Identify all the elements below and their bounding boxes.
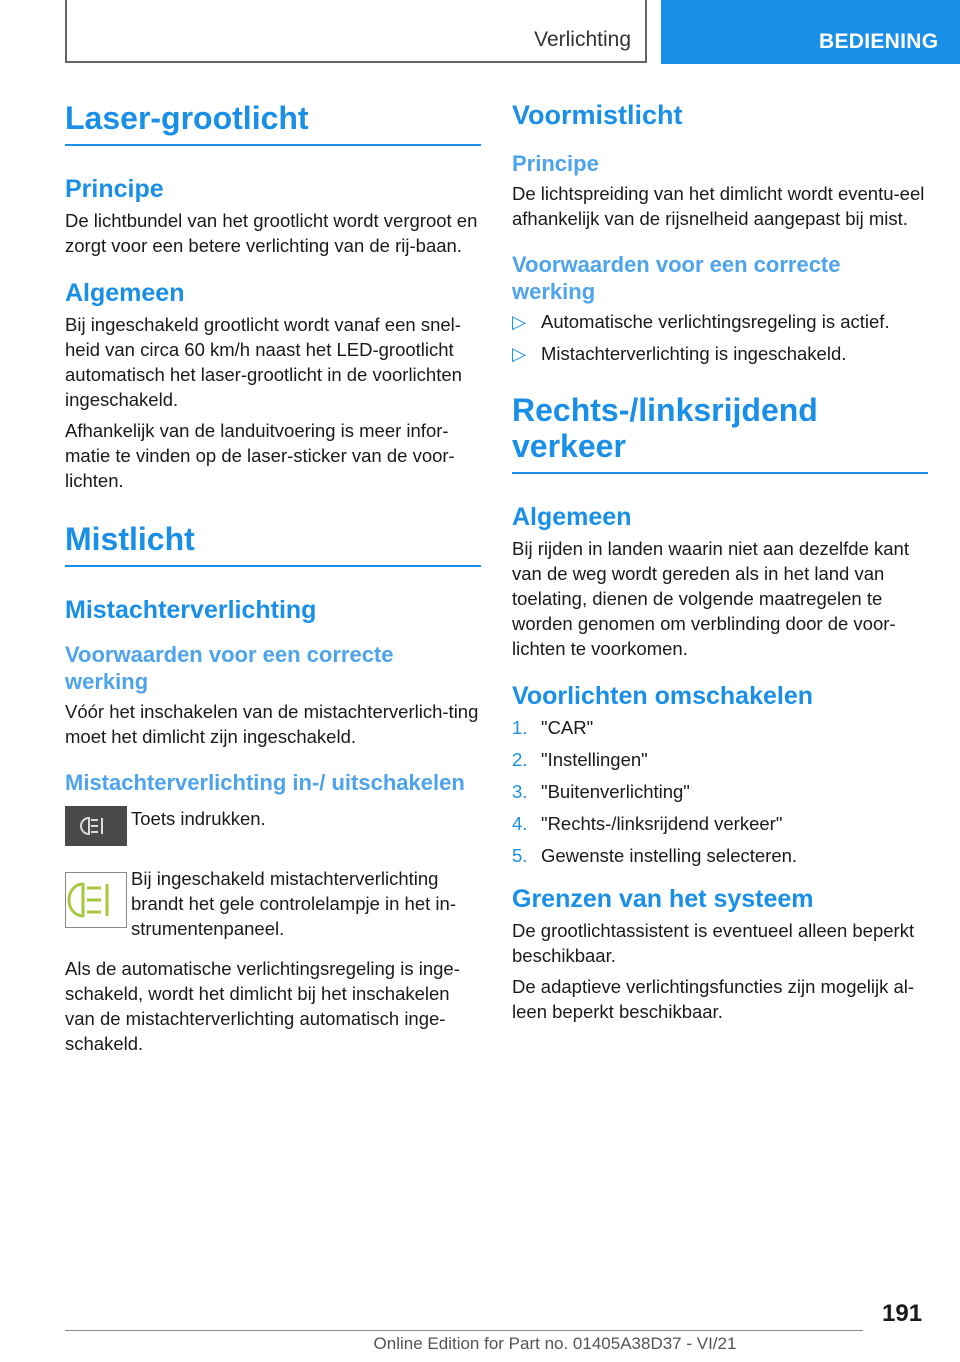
left-column — [65, 100, 481, 1062]
algemeen-r-text: Bij rijden in landen waarin niet aan dezelfde kant van de weg wordt gereden als in het land van toelating, dienen de volgende maatregelen te worden genomen om verblinding door de voor-lichten te voorkomen. — [512, 538, 909, 659]
algemeen-heading: Algemeen — [65, 279, 185, 307]
list-item: 3. "Buitenverlichting" — [512, 781, 690, 802]
header-frame — [65, 0, 647, 63]
voorwaarden-text: Vóór het inschakelen van de mistachterverlich-ting moet het dimlicht zijn ingeschakeld. — [65, 701, 479, 747]
list-item: 1. "CAR" — [512, 717, 594, 738]
toets-row — [65, 806, 481, 854]
mistlicht-title: Mistlicht — [65, 521, 481, 567]
inuit-heading: Mistachterverlichting in-/ uitschakelen — [65, 770, 465, 795]
voorwaarden-heading: Voorwaarden voor een correcte werking — [65, 642, 394, 694]
grenzen-text-2: De adaptieve verlichtingsfuncties zijn mogelijk al-leen beperkt beschikbaar. — [512, 976, 915, 1022]
voorwaarden-list — [512, 309, 928, 366]
toets-text: Toets indrukken. — [131, 808, 266, 829]
footer-divider — [65, 1330, 863, 1331]
bullet-triangle-icon: ▷ — [512, 311, 527, 332]
mistachter-heading: Mistachterverlichting — [65, 596, 317, 624]
list-item: 5. Gewenste instelling selecteren. — [512, 845, 798, 866]
lamp-text: Bij ingeschakeld mistachterverlichting brandt het gele controlelampje in het in-strumentenpaneel. — [131, 868, 456, 939]
header-chapter: BEDIENING — [661, 0, 960, 64]
right-column — [512, 100, 928, 1030]
voormist-heading: Voormistlicht — [512, 100, 683, 130]
steps-list — [512, 715, 928, 868]
fog-light-indicator-icon — [65, 872, 127, 928]
grenzen-heading: Grenzen van het systeem — [512, 885, 814, 913]
principe-r-heading: Principe — [512, 151, 599, 176]
principe-r-text: De lichtspreiding van het dimlicht wordt eventu-eel afhankelijk van de rijsnelheid aangepast bij mist. — [512, 183, 925, 229]
list-item: 4. "Rechts-/linksrijdend verkeer" — [512, 813, 783, 834]
auto-text: Als de automatische verlichtingsregeling is inge-schakeld, wordt het dimlicht bij het inschakelen van de mistachterverlichting automatisch inge-schakeld. — [65, 958, 460, 1054]
fog-light-button-icon — [65, 806, 127, 846]
laser-title: Laser-grootlicht — [65, 100, 481, 146]
voorwaarden-r-heading: Voorwaarden voor een correcte werking — [512, 252, 841, 304]
algemeen-text-2: Afhankelijk van de landuitvoering is meer infor-matie te vinden op de laser-sticker van de voor-lichten. — [65, 420, 455, 491]
algemeen-r-heading: Algemeen — [512, 503, 632, 531]
bullet-triangle-icon: ▷ — [512, 343, 527, 364]
omschakelen-heading: Voorlichten omschakelen — [512, 682, 814, 710]
grenzen-text-1: De grootlichtassistent is eventueel alleen beperkt beschikbaar. — [512, 920, 915, 966]
list-item: ▷ Automatische verlichtingsregeling is actief. — [512, 311, 890, 332]
algemeen-text-1: Bij ingeschakeld grootlicht wordt vanaf een snel-heid van circa 60 km/h naast het LED-grootlicht automatisch het laser-grootlicht in de voorlichten ingeschakeld. — [65, 314, 462, 410]
rechts-title: Rechts-/linksrijdend verkeer — [512, 392, 818, 464]
header-section: Verlichting — [534, 28, 631, 51]
lamp-row — [65, 866, 481, 944]
principe-heading: Principe — [65, 175, 164, 203]
page-number: 191 — [882, 1300, 923, 1327]
principe-text: De lichtbundel van het grootlicht wordt vergroot en zorgt voor een betere verlichting van de rij-baan. — [65, 210, 478, 256]
footer-edition: Online Edition for Part no. 01405A38D37 - VI/21 — [373, 1334, 737, 1353]
list-item: 2. "Instellingen" — [512, 749, 648, 770]
list-item: ▷ Mistachterverlichting is ingeschakeld. — [512, 343, 847, 364]
